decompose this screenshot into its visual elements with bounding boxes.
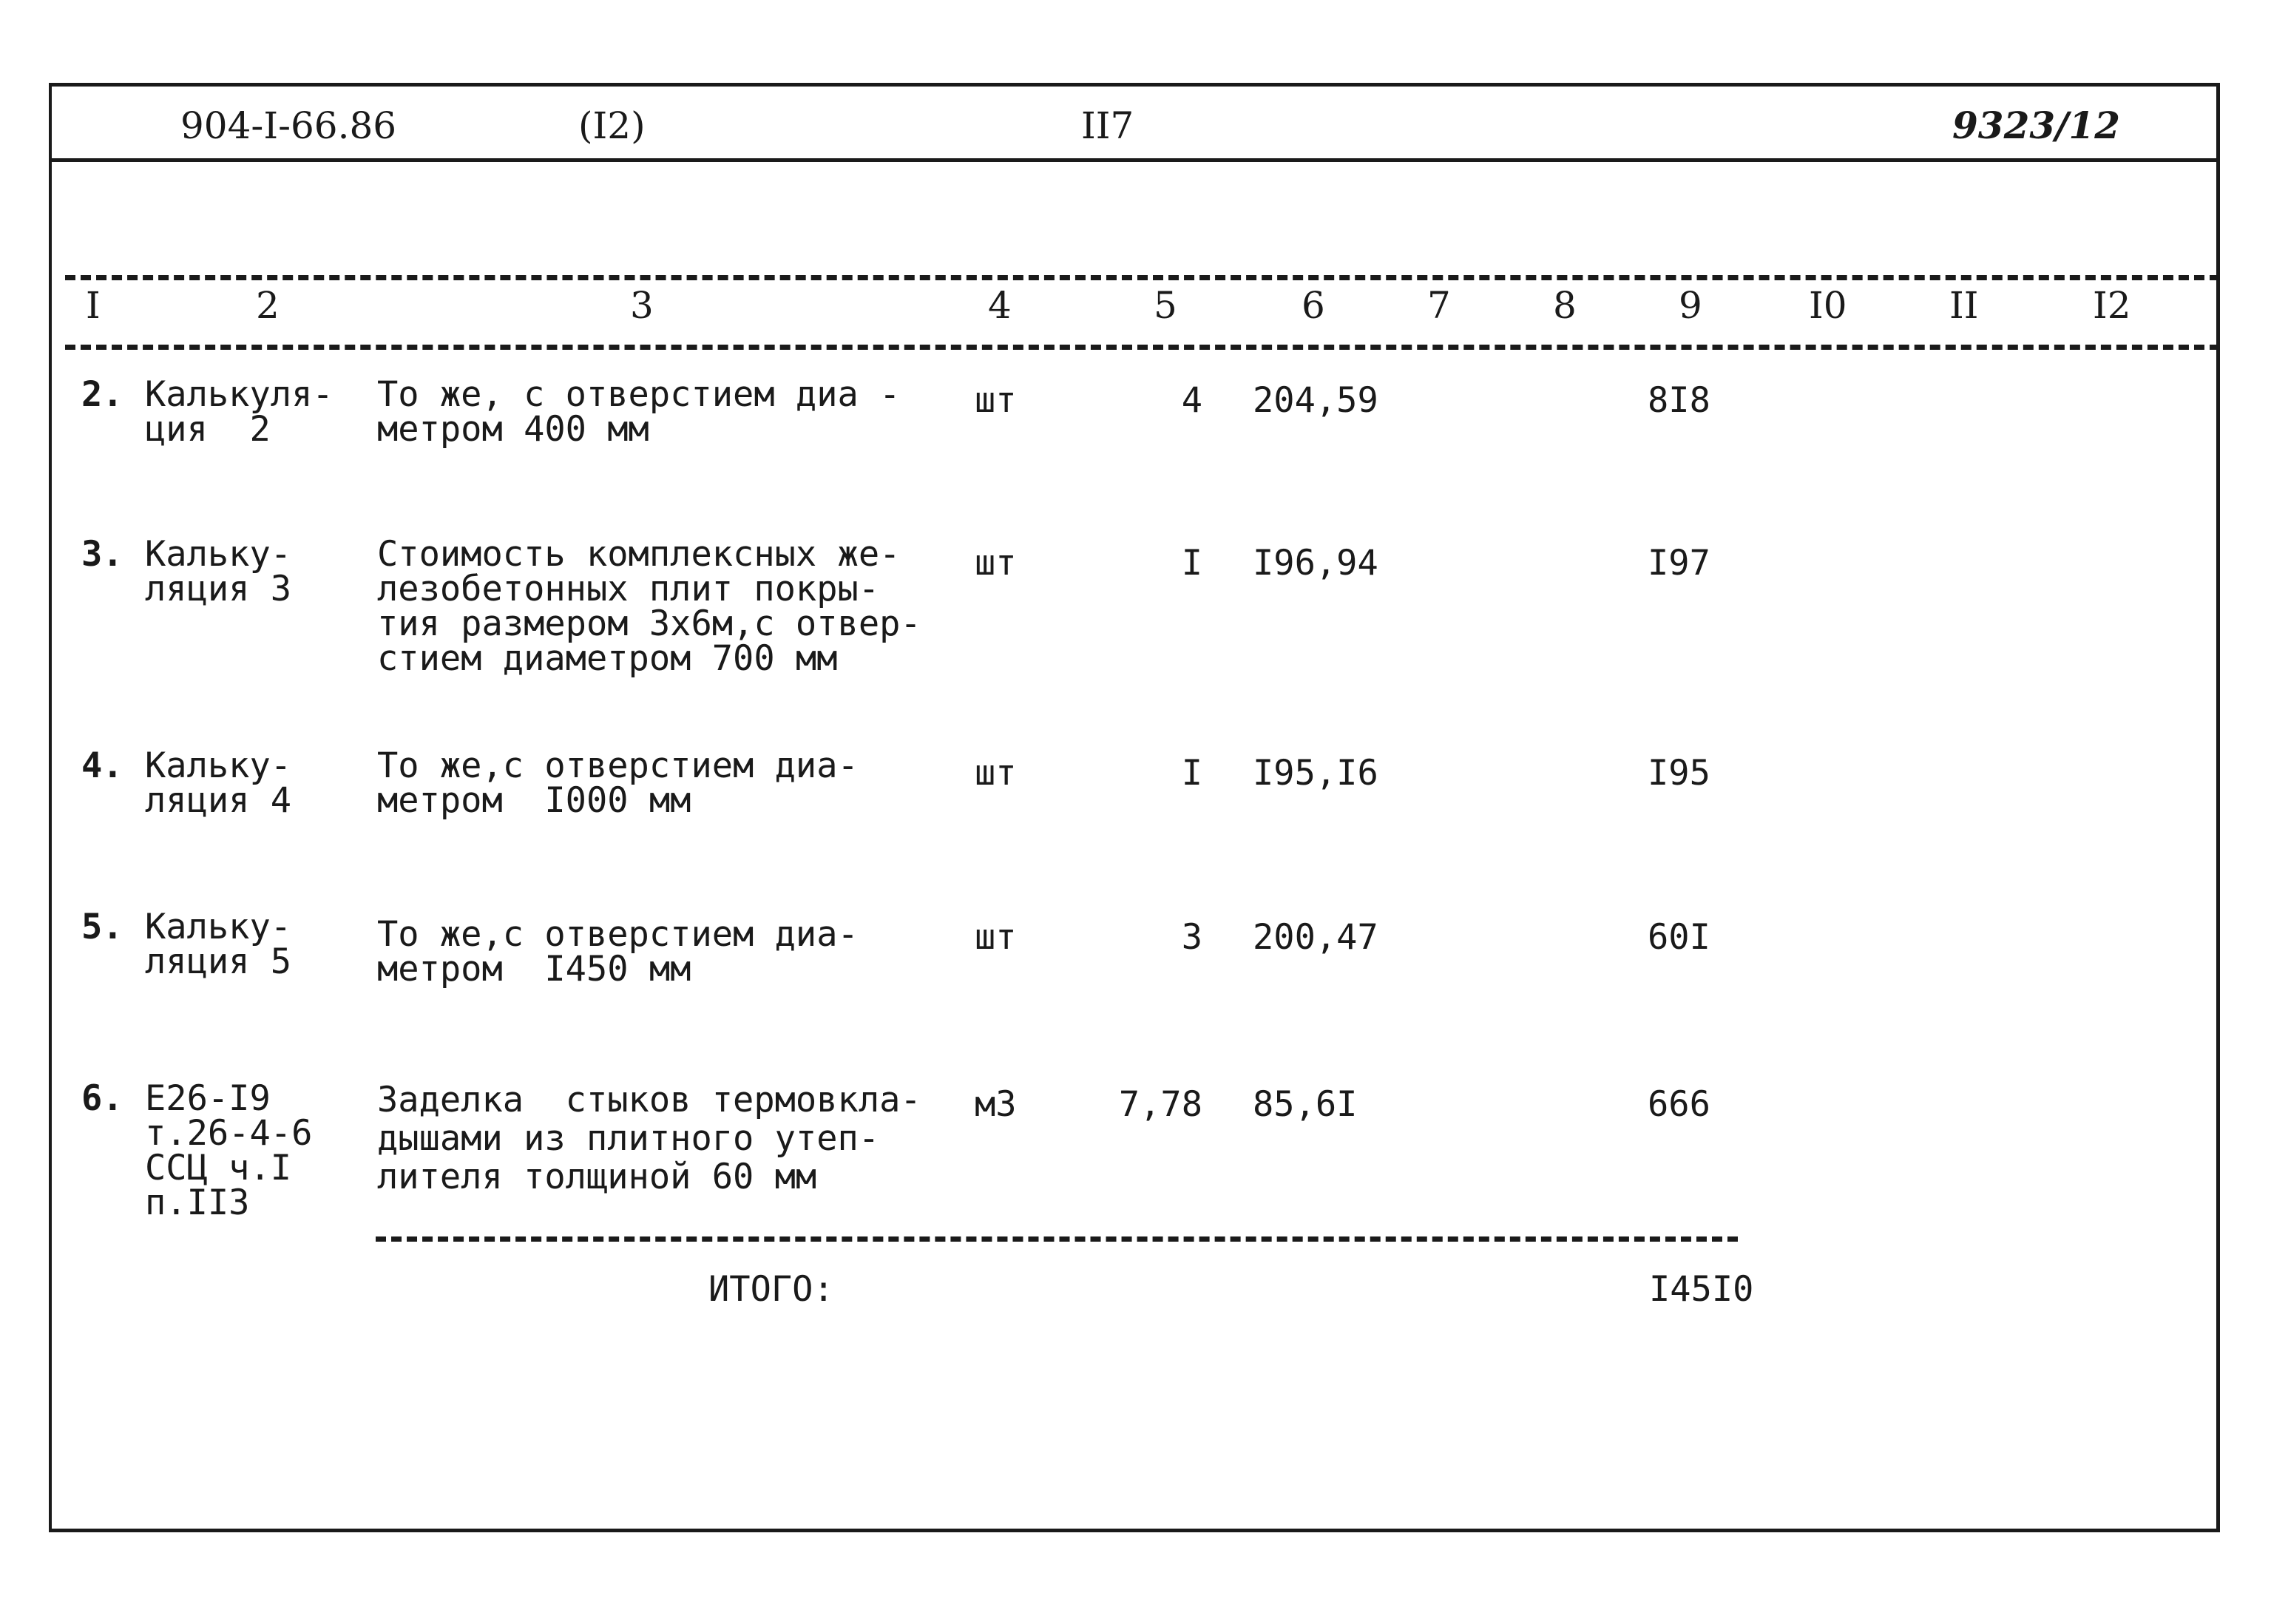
row-description: То же,с отверстием диа- метром I000 мм	[377, 745, 859, 821]
row-unit: шт	[975, 917, 1017, 958]
row-number: 4.	[81, 745, 123, 786]
row-unit-price: I96,94	[1253, 543, 1378, 583]
row-quantity: I	[1181, 753, 1202, 794]
row-unit: шт	[975, 543, 1017, 583]
row-quantity: 3	[1181, 917, 1202, 958]
column-number: II	[1949, 284, 1979, 327]
column-number: 8	[1553, 284, 1577, 327]
row-unit-price: 204,59	[1253, 380, 1378, 421]
row-number: 3.	[81, 534, 123, 575]
row-unit: шт	[975, 753, 1017, 794]
row-unit: шт	[975, 380, 1017, 421]
row-description: То же,с отверстием диа- метром I450 мм	[377, 914, 859, 989]
column-number: 6	[1302, 284, 1325, 327]
row-total: 666	[1648, 1084, 1710, 1125]
page-frame	[49, 83, 2220, 1532]
column-number: 3	[630, 284, 654, 327]
row-quantity: 7,78	[1118, 1084, 1202, 1125]
row-quantity: I	[1181, 543, 1202, 583]
inventory-stamp: 9323/12	[1952, 104, 2121, 147]
column-header-bottom-rule	[65, 345, 2220, 350]
row-reference: Кальку- ляция 3	[145, 534, 292, 609]
row-unit-price: 200,47	[1253, 917, 1378, 958]
row-total: I95	[1648, 753, 1710, 794]
total-separator-rule	[376, 1236, 1738, 1242]
row-reference: Калькуля- ция 2	[145, 374, 334, 450]
row-number: 5.	[81, 907, 123, 947]
column-number: I	[86, 284, 101, 327]
column-number: 5	[1154, 284, 1177, 327]
row-total: 8I8	[1648, 380, 1710, 421]
row-total: I97	[1648, 543, 1710, 583]
row-description: То же, с отверстием диа - метром 400 мм	[377, 374, 901, 450]
column-number: 7	[1427, 284, 1451, 327]
row-number: 6.	[81, 1078, 123, 1119]
row-description: Заделка стыков термовкла- дышами из плитного утеп- лителя толщиной 60 мм	[377, 1080, 921, 1197]
row-reference: Кальку- ляция 4	[145, 745, 292, 821]
section-number: (I2)	[578, 104, 646, 147]
row-unit-price: 85,6I	[1253, 1084, 1358, 1125]
column-number: 9	[1679, 284, 1702, 327]
column-number: I0	[1809, 284, 1847, 327]
row-number: 2.	[81, 374, 123, 415]
page-number: II7	[1081, 104, 1134, 147]
column-number: 4	[988, 284, 1012, 327]
total-label: ИТОГО:	[708, 1269, 834, 1310]
header-divider	[52, 158, 2220, 162]
row-quantity: 4	[1181, 380, 1202, 421]
column-number: 2	[256, 284, 280, 327]
row-total: 60I	[1648, 917, 1710, 958]
row-reference: Кальку- ляция 5	[145, 907, 292, 982]
row-description: Стоимость комплексных же- лезобетонных плит покры- тия размером 3х6м,с отвер- стием диаметром 700 мм	[377, 534, 921, 679]
row-unit-price: I95,I6	[1253, 753, 1378, 794]
column-header-top-rule	[65, 275, 2220, 280]
document-code: 904-I-66.86	[180, 104, 397, 147]
row-reference: Е26-I9 т.26-4-6 ССЦ ч.I п.II3	[145, 1078, 313, 1223]
row-unit: м3	[975, 1084, 1017, 1125]
column-number: I2	[2093, 284, 2131, 327]
total-value: I45I0	[1649, 1269, 1754, 1310]
